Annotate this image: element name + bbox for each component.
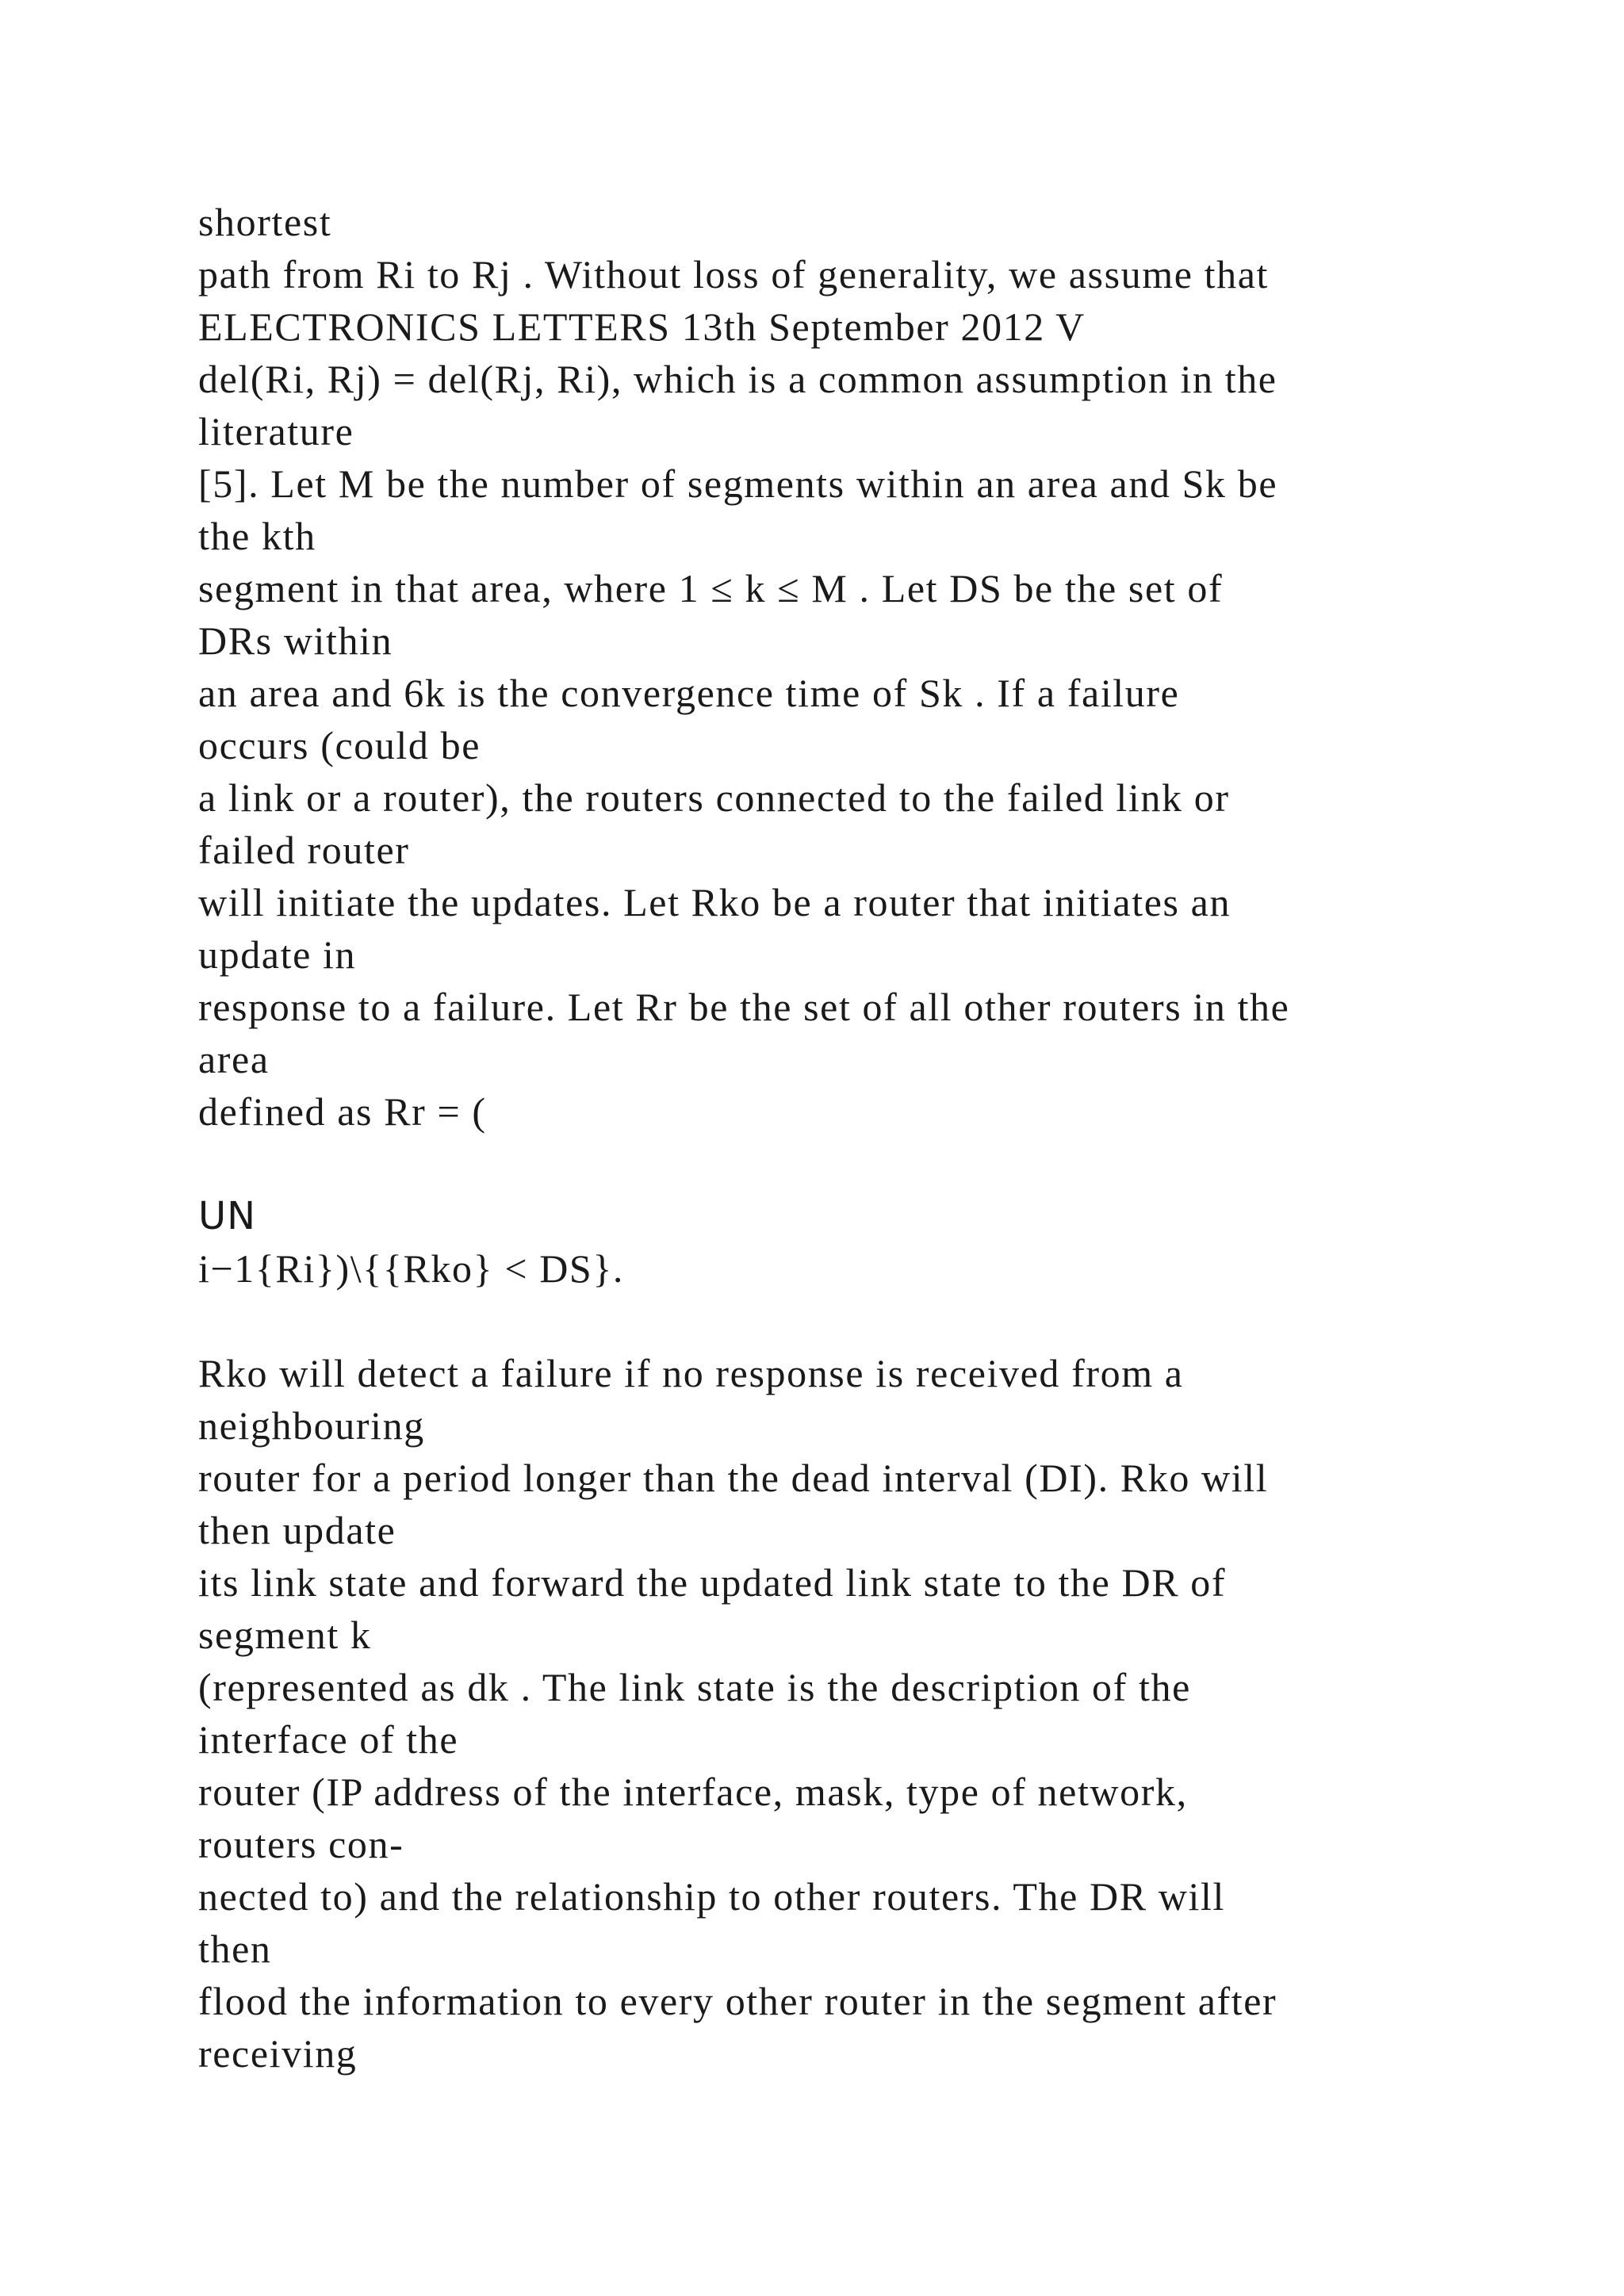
text-line: ELECTRONICS LETTERS 13th September 2012 V — [198, 304, 1086, 349]
text-line: (represented as dk . The link state is the description of the — [198, 1665, 1191, 1709]
text-line: defined as Rr = ( — [198, 1089, 487, 1134]
blank-line — [198, 1295, 1562, 1347]
text-line: receiving — [198, 2031, 358, 2076]
text-line: interface of the — [198, 1717, 459, 1762]
text-line: nected to) and the relationship to other routers. The DR will — [198, 1874, 1225, 1919]
text-line: segment in that area, where 1 ≤ k ≤ M . Let DS be the set of — [198, 566, 1224, 610]
text-line: response to a failure. Let Rr be the set of all other routers in the — [198, 985, 1290, 1029]
text-line: occurs (could be — [198, 723, 481, 767]
text-line: then update — [198, 1508, 396, 1552]
math-expression: i−1{Ri})\{{Rko} < DS}. — [198, 1246, 625, 1291]
text-line: flood the information to every other router in the segment after — [198, 1979, 1277, 2023]
document-page — [198, 196, 1562, 2080]
text-line: then — [198, 1927, 272, 1971]
text-line: area — [198, 1037, 270, 1081]
text-line: DRs within — [198, 618, 393, 663]
text-line: a link or a router), the routers connected to the failed link or — [198, 775, 1230, 820]
text-line: failed router — [198, 828, 410, 872]
text-line: an area and 6k is the convergence time of Sk . If a failure — [198, 671, 1180, 715]
text-line: router (IP address of the interface, mask, type of network, — [198, 1770, 1188, 1814]
text-line: its link state and forward the updated link state to the DR of — [198, 1560, 1227, 1605]
blank-line — [198, 1138, 1562, 1190]
text-line: the kth — [198, 514, 316, 558]
text-line: literature — [198, 409, 354, 453]
text-line: [5]. Let M be the number of segments within an area and Sk be — [198, 461, 1278, 506]
text-line: will initiate the updates. Let Rko be a router that initiates an — [198, 880, 1231, 924]
text-line: routers con- — [198, 1822, 404, 1866]
text-line: segment k — [198, 1613, 372, 1657]
text-line: shortest — [198, 200, 332, 244]
text-line: del(Ri, Rj) = del(Rj, Ri), which is a common assumption in the — [198, 357, 1277, 401]
text-line: path from Ri to Rj . Without loss of generality, we assume that — [198, 252, 1269, 297]
math-union-symbol: UN — [198, 1194, 257, 1238]
text-line: update in — [198, 932, 357, 977]
text-line: neighbouring — [198, 1403, 425, 1448]
text-line: Rko will detect a failure if no response is received from a — [198, 1351, 1184, 1395]
text-line: router for a period longer than the dead interval (DI). Rko will — [198, 1456, 1269, 1500]
